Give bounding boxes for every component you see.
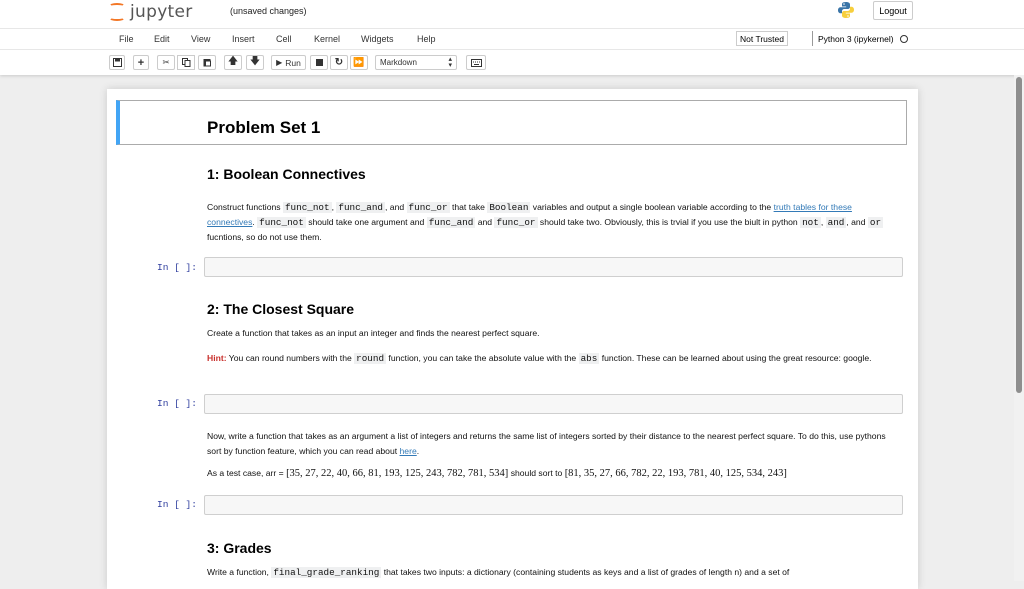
menu-widgets[interactable]: Widgets xyxy=(361,34,394,44)
cell-type-select[interactable] xyxy=(375,55,457,70)
copy-icon xyxy=(182,58,191,67)
menu-help[interactable]: Help xyxy=(417,34,436,44)
restart-button[interactable] xyxy=(330,55,348,70)
move-up-button[interactable] xyxy=(224,55,242,70)
command-palette-button[interactable] xyxy=(466,55,486,70)
stop-icon xyxy=(316,59,323,66)
section-heading-boolean: 1: Boolean Connectives xyxy=(207,166,366,182)
jupyter-logo-icon xyxy=(108,3,126,21)
hint-text: Hint: You can round numbers with the round function, you can take the absolute value with the abs function. These can be learned about using the great resource: google. xyxy=(207,353,872,364)
save-icon xyxy=(113,58,122,67)
kernel-indicator xyxy=(812,31,908,46)
select-arrows-icon: ▴ ▾ xyxy=(448,56,452,69)
jupyter-logo[interactable] xyxy=(108,0,193,24)
kernel-idle-icon xyxy=(900,35,908,43)
code-cell-1[interactable] xyxy=(204,257,903,277)
code-cell-3[interactable] xyxy=(204,495,903,515)
arrow-up-icon: 🡅 xyxy=(227,56,239,67)
paste-button[interactable] xyxy=(198,55,216,70)
plus-icon: + xyxy=(137,56,145,69)
cell-type-value: Markdown xyxy=(380,58,417,67)
section-heading-closest-square: 2: The Closest Square xyxy=(207,301,355,317)
kernel-name: Python 3 (ipykernel) xyxy=(818,33,894,44)
trusted-indicator[interactable]: Not Trusted xyxy=(736,31,788,46)
scrollbar-thumb[interactable] xyxy=(1016,77,1022,393)
logo-text: jupyter xyxy=(130,2,193,22)
keyboard-icon xyxy=(471,59,482,67)
paste-icon xyxy=(203,58,212,67)
move-down-button[interactable] xyxy=(246,55,264,70)
input-prompt-1: In [ ]: xyxy=(157,262,197,273)
fast-forward-icon: ⏩ xyxy=(353,57,365,67)
scissors-icon: ✂ xyxy=(162,57,170,67)
play-icon: ▶ xyxy=(276,58,283,67)
python-logo-icon xyxy=(837,1,855,19)
arrow-down-icon: 🡇 xyxy=(249,56,261,67)
code-cell-2[interactable] xyxy=(204,394,903,414)
restart-run-all-button[interactable] xyxy=(350,55,368,70)
insert-cell-button[interactable] xyxy=(133,55,149,70)
restart-icon: ↻ xyxy=(334,57,344,68)
notebook-title: Problem Set 1 xyxy=(207,118,321,137)
section-heading-grades: 3: Grades xyxy=(207,540,272,556)
menu-edit[interactable]: Edit xyxy=(154,34,170,44)
run-button[interactable] xyxy=(271,55,306,70)
copy-button[interactable] xyxy=(177,55,195,70)
truth-tables-link[interactable]: truth tables for these connectives xyxy=(207,202,852,227)
interrupt-button[interactable] xyxy=(310,55,328,70)
save-status: (unsaved changes) xyxy=(230,6,307,16)
sort-description: Now, write a function that takes as an argument a list of integers and returns the same list of integers sorted by their distance to the nearest perfect square. To do this, use pythons sort by function feature, which you can read about here. xyxy=(207,431,886,456)
menu-insert[interactable]: Insert xyxy=(232,34,255,44)
menu-file[interactable]: File xyxy=(119,34,134,44)
notebook-header xyxy=(0,0,1024,75)
grades-description: Write a function, final_grade_ranking that takes two inputs: a dictionary (containing students as keys and a list of grades of length n) and a set of xyxy=(207,567,790,578)
save-button[interactable] xyxy=(109,55,125,70)
menu-kernel[interactable]: Kernel xyxy=(314,34,341,44)
sort-docs-link[interactable]: here xyxy=(399,446,417,456)
boolean-description: Construct functions func_not , func_and , and func_or that take Boolean variables and output a single boolean variable according to the truth tables for these connectives. func_not should take one argument and func_and and func_or should take two. Obviously, this is trvial if you use the biult in python not , and , and or fucntions, so do not use them. xyxy=(207,202,882,242)
test-case-text: As a test case, arr = [35, 27, 22, 40, 66, 81, 193, 125, 243, 782, 781, 534] should sort to [81, 35, 27, 66, 782, 22, 193, 781, 40, 125, 534, 243] xyxy=(207,468,787,479)
closest-square-description: Create a function that takes as an input an integer and finds the nearest perfect square. xyxy=(207,328,540,338)
menu-view[interactable]: View xyxy=(191,34,211,44)
menu-cell[interactable]: Cell xyxy=(276,34,292,44)
input-prompt-2: In [ ]: xyxy=(157,398,197,409)
logout-button[interactable]: Logout xyxy=(873,1,913,20)
run-label: Run xyxy=(285,57,301,68)
cut-button[interactable] xyxy=(157,55,175,70)
input-prompt-3: In [ ]: xyxy=(157,499,197,510)
